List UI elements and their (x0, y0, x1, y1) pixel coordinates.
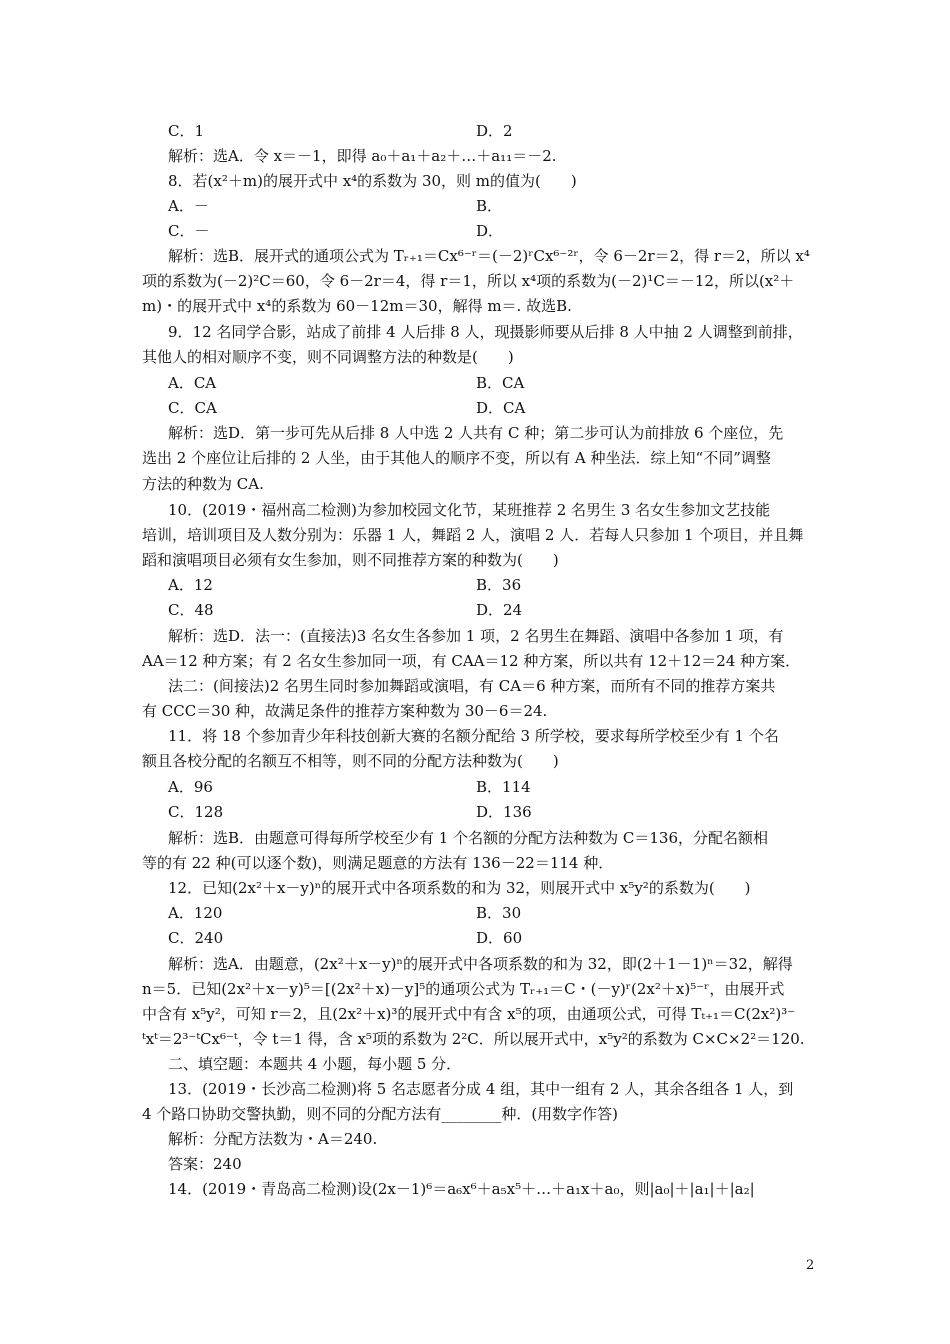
q11-stem-line: 11．将 18 个参加青少年科技创新大赛的名额分配给 3 所学校，要求每所学校至少有 1 个名 (168, 727, 779, 745)
q13-stem-line: 13．(2019・长沙高二检测)将 5 名志愿者分成 4 组，其中一组有 2 人，其余各组各 1 人，到 (168, 1080, 794, 1098)
q9-solution-line: 方法的种数为 CA. (142, 475, 264, 493)
q10-stem-line: 培训，培训项目及人数分别为：乐器 1 人，舞蹈 2 人，演唱 2 人．若每人只参加 1 个项目，并且舞 (142, 526, 804, 544)
q7-solution: 解析：选A．令 x＝－1，即得 a₀＋a₁＋a₂＋…＋a₁₁＝－2. (168, 147, 557, 165)
section-heading: 二、填空题：本题共 4 小题，每小题 5 分． (168, 1055, 462, 1073)
q11-solution-line: 解析：选B．由题意可得每所学校至少有 1 个名额的分配方法种数为 C＝136，分配名额相 (168, 829, 768, 847)
q10-solution-line: 法二：(间接法)2 名男生同时参加舞蹈或演唱，有 CA＝6 种方案，而所有不同的推荐方案共 (168, 677, 776, 695)
page-number: 2 (806, 1258, 815, 1273)
q9-option-b: B．CA (476, 374, 525, 392)
q13-answer: 答案：240 (168, 1155, 242, 1173)
q11-solution-line: 等的有 22 种(可以逐个数)，则满足题意的方法有 136－22＝114 种． (142, 854, 614, 872)
q12-solution-line: n＝5．已知(2x²＋x－y)⁵＝[(2x²＋x)－y]⁵的通项公式为 Tᵣ₊₁＝C・(－y)ʳ(2x²＋x)⁵⁻ʳ，由展开式 (142, 980, 785, 998)
q12-solution-line: ᵗxᵗ＝2³⁻ᵗCx⁶⁻ᵗ，令 t＝1 得，含 x⁵项的系数为 2²C．所以展开式中，x⁵y²的系数为 C×C×2²＝120. (142, 1030, 805, 1048)
q10-option-a: A．12 (168, 576, 213, 594)
q9-option-a: A．CA (168, 374, 217, 392)
q9-solution-line: 选出 2 个座位让后排的 2 人坐，由于其他人的顺序不变，所以有 A 种坐法．综上知“不同”调整 (142, 449, 771, 467)
q8-stem: 8．若(x²＋m)的展开式中 x⁴的系数为 30，则 m的值为( ) (168, 172, 577, 190)
q12-option-d: D．60 (476, 929, 523, 947)
q9-stem-line: 其他人的相对顺序不变，则不同调整方法的种数是( ) (142, 348, 514, 366)
q12-solution-line: 解析：选A．由题意，(2x²＋x－y)ⁿ的展开式中各项系数的和为 32，即(2＋1－1)ⁿ＝32，解得 (168, 955, 793, 973)
q10-solution-line: 有 CCC＝30 种，故满足条件的推荐方案种数为 30－6＝24. (142, 702, 548, 720)
q9-solution-line: 解析：选D．第一步可先从后排 8 人中选 2 人共有 C 种；第二步可认为前排放 6 个座位，先 (168, 424, 784, 442)
q10-stem-line: 10．(2019・福州高二检测)为参加校园文化节，某班推荐 2 名男生 3 名女生参加文艺技能 (168, 501, 771, 519)
q8-option-a: A．－ (168, 197, 209, 215)
q7-option-c: C．1 (168, 122, 205, 140)
q10-solution-line: AA＝12 种方案；有 2 名女生参加同一项，有 CAA＝12 种方案，所以共有 12＋12＝24 种方案． (142, 652, 801, 670)
q12-solution-line: 中含有 x⁵y²，可知 r＝2，且(2x²＋x)³的展开式中有含 x⁵的项，由通项公式，可得 Tₜ₊₁＝C(2x²)³⁻ (142, 1005, 796, 1023)
q10-option-b: B．36 (476, 576, 522, 594)
q13-solution: 解析：分配方法数为・A＝240. (168, 1130, 378, 1148)
q11-option-a: A．96 (168, 778, 213, 796)
q11-option-c: C．128 (168, 803, 224, 821)
q10-solution-line: 解析：选D．法一：(直接法)3 名女生各参加 1 项，2 名男生在舞蹈、演唱中各参加 1 项，有 (168, 627, 784, 645)
q9-option-c: C．CA (168, 399, 217, 417)
q7-option-d: D．2 (476, 122, 513, 140)
q8-solution-line: 项的系数为(－2)²C＝60，令 6－2r＝4，得 r＝1，所以 x⁴项的系数为(－2)¹C＝－12，所以(x²＋ (142, 272, 795, 290)
q11-stem-line: 额且各校分配的名额互不相等，则不同的分配方法种数为( ) (142, 752, 559, 770)
q12-stem: 12．已知(2x²＋x－y)ⁿ的展开式中各项系数的和为 32，则展开式中 x⁵y²的系数为( ) (168, 879, 751, 897)
q11-option-d: D．136 (476, 803, 532, 821)
q8-solution-line: m)・的展开式中 x⁴的系数为 60－12m＝30，解得 m＝. 故选B. (142, 297, 572, 315)
q9-option-d: D．CA (476, 399, 526, 417)
q8-option-d: D． (476, 222, 504, 240)
q12-option-b: B．30 (476, 904, 522, 922)
q8-solution-line: 解析：选B．展开式的通项公式为 Tᵣ₊₁＝Cx⁶⁻ʳ＝(－2)ʳCx⁶⁻²ʳ，令 6－2r＝2，得 r＝2，所以 x⁴ (168, 247, 810, 265)
q12-option-a: A．120 (168, 904, 223, 922)
q10-option-c: C．48 (168, 601, 214, 619)
q9-stem-line: 9．12 名同学合影，站成了前排 4 人后排 8 人，现摄影师要从后排 8 人中抽 2 人调整到前排， (168, 323, 803, 341)
q8-option-c: C．－ (168, 222, 210, 240)
q13-stem-line: 4 个路口协助交警执勤，则不同的分配方法有________种．(用数字作答) (142, 1105, 619, 1123)
q11-option-b: B．114 (476, 778, 531, 796)
q12-option-c: C．240 (168, 929, 224, 947)
q10-stem-line: 蹈和演唱项目必须有女生参加，则不同推荐方案的种数为( ) (142, 551, 559, 569)
q10-option-d: D．24 (476, 601, 523, 619)
q14-stem: 14．(2019・青岛高二检测)设(2x－1)⁶＝a₆x⁶＋a₅x⁵＋…＋a₁x＋a₀，则|a₀|＋|a₁|＋|a₂| (168, 1180, 755, 1198)
q8-option-b: B． (476, 197, 503, 215)
